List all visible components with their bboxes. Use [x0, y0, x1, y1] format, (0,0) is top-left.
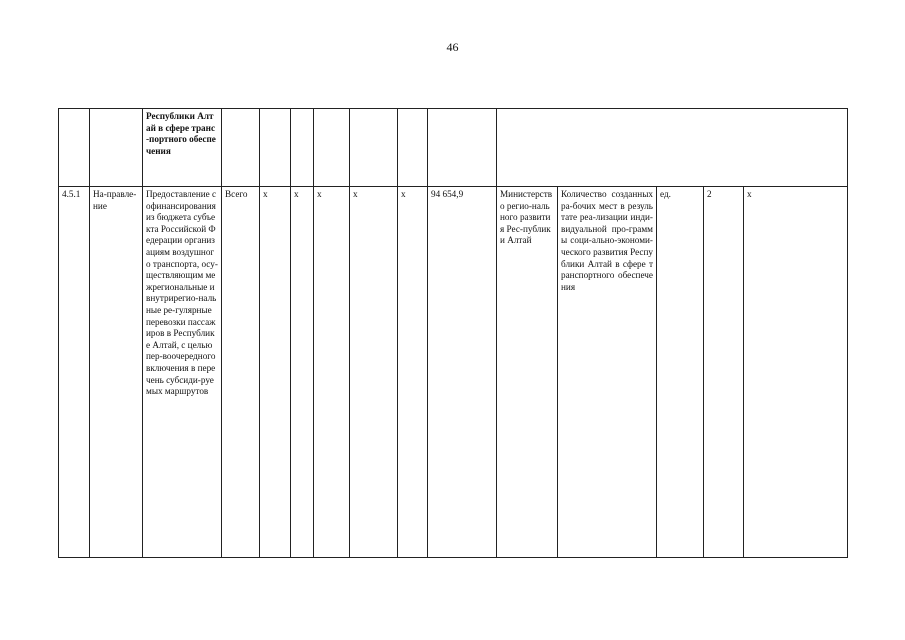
cell-empty: [222, 109, 260, 187]
cell-empty: [291, 109, 314, 187]
cell-empty: [59, 109, 90, 187]
cell-unit: ед.: [657, 187, 704, 558]
cell-empty: [90, 109, 143, 187]
page-number: 46: [446, 40, 459, 54]
cell-total-label: Всего: [222, 187, 260, 558]
cell-value: х: [744, 187, 848, 558]
cell-event-name-continued: Республики Алтай в сфере транс-портного обеспечения: [143, 109, 222, 187]
cell-empty: [428, 109, 497, 187]
document-table: [58, 108, 848, 558]
table-row: [59, 187, 848, 558]
cell-value: х: [260, 187, 291, 558]
cell-responsible: Министерство регио-нального развития Рес-публики Алтай: [497, 187, 558, 558]
cell-description: Предоставление софинансирования из бюджета субъекта Российской Федерации организациям воздушного транспорта, осу-ществляющим межрегиональные и внутрирегио-нальные ре-гулярные перевозки пассажиров в Республике Алтай, с целью пер-воочередного включения в перечень субсиди-руемых маршрутов: [143, 187, 222, 558]
cell-empty: [350, 109, 398, 187]
cell-empty: [398, 109, 428, 187]
cell-empty-merged: [497, 109, 848, 187]
cell-item-number: 4.5.1: [59, 187, 90, 558]
cell-target-value: 2: [704, 187, 744, 558]
table-row: [59, 109, 848, 187]
cell-empty: [314, 109, 350, 187]
cell-type: На-правле-ние: [90, 187, 143, 558]
cell-value: х: [291, 187, 314, 558]
cell-amount: 94 654,9: [428, 187, 497, 558]
cell-value: х: [350, 187, 398, 558]
cell-empty: [260, 109, 291, 187]
cell-value: х: [314, 187, 350, 558]
cell-value: х: [398, 187, 428, 558]
cell-indicator: Количество созданных ра-бочих мест в результате реа-лизации инди-видуальной про-граммы соци-ально-экономи-ческого развития Республики Алтай в сфере транспортного обеспечения: [558, 187, 657, 558]
